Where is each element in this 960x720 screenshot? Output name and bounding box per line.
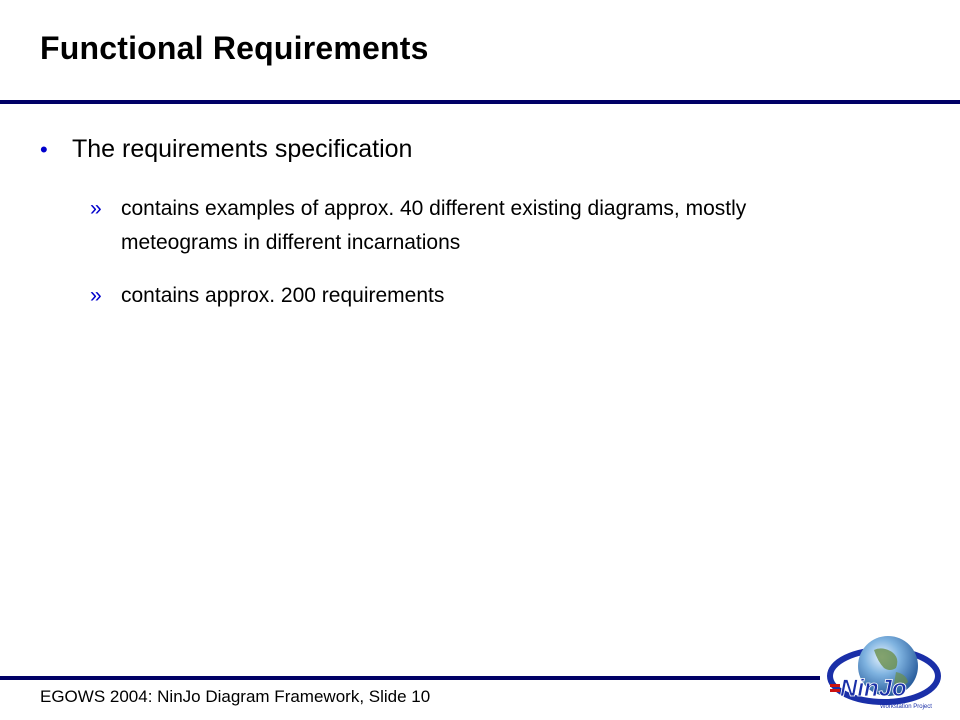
sub-bullet-marker-icon: » [90,197,102,220]
bullet-dot-icon: • [40,137,48,162]
footer-divider [0,676,820,680]
sub-bullet-item [90,192,861,260]
sub-bullet-item [90,279,861,313]
footer-text: EGOWS 2004: NinJo Diagram Framework, Slide 10 [40,687,431,706]
bullet-text: The requirements specification [72,135,413,163]
slide-title: Functional Requirements [40,30,429,66]
bullet-item [40,135,412,164]
title-divider [0,100,960,104]
sub-bullet-text: contains approx. 200 requirements [121,284,445,307]
ninjo-logo [822,628,950,714]
sub-bullet-text: contains examples of approx. 40 different existing diagrams, mostly meteograms in different incarnations [121,197,747,254]
sub-bullet-marker-icon: » [90,284,102,307]
logo-wordmark: NinJo [840,675,907,702]
logo-tagline: Workstation Project [880,704,932,710]
